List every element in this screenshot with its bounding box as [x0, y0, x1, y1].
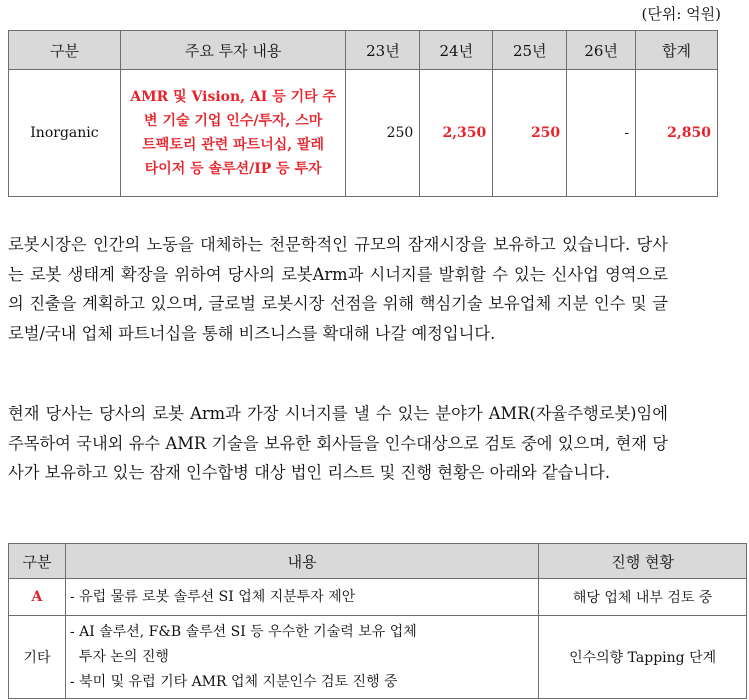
content-line: - AI 솔루션, F&B 솔루션 SI 등 우수한 기술력 보유 업체	[69, 623, 417, 640]
header-y23: 23년	[346, 31, 420, 70]
row-y24: 2,350	[420, 70, 493, 197]
description-line: 타이저 등 솔루션/IP 등 투자	[144, 161, 322, 177]
header-category: 구분	[9, 31, 121, 70]
table-row	[9, 579, 747, 616]
header-y26: 26년	[567, 31, 636, 70]
row-y25: 250	[493, 70, 567, 197]
header-code: 구분	[9, 544, 66, 579]
row-code: 기타	[9, 616, 66, 699]
row-status: 인수의향 Tapping 단계	[539, 616, 747, 699]
header-total: 합계	[636, 31, 718, 70]
content-line: - 북미 및 유럽 기타 AMR 업체 지분인수 검토 진행 중	[69, 673, 398, 690]
row-status: 해당 업체 내부 검토 중	[539, 579, 747, 616]
row-total: 2,850	[636, 70, 718, 197]
unit-label: (단위: 억원)	[641, 5, 721, 23]
row-description	[120, 70, 346, 197]
header-y25: 25년	[493, 31, 567, 70]
investment-table	[8, 30, 718, 197]
row-content	[65, 579, 538, 616]
ma-table-header	[9, 544, 747, 579]
investment-table-header	[9, 31, 718, 70]
row-content	[65, 616, 538, 699]
header-status: 진행 현황	[539, 544, 747, 579]
row-code: A	[9, 579, 66, 616]
description-line: 트팩토리 관련 파트너십, 팔레	[142, 137, 325, 153]
row-y26: -	[567, 70, 636, 197]
description-line: AMR 및 Vision, AI 등 기타 주	[130, 89, 337, 105]
table-row	[9, 70, 718, 197]
header-y24: 24년	[420, 31, 493, 70]
row-category: Inorganic	[9, 70, 121, 197]
row-y23: 250	[346, 70, 420, 197]
ma-target-table	[8, 543, 747, 699]
header-description: 주요 투자 내용	[120, 31, 346, 70]
content-line: - 유럽 물류 로봇 솔루션 SI 업체 지분투자 제안	[69, 588, 356, 605]
content-line: 투자 논의 진행	[69, 648, 169, 665]
description-line: 변 기술 기업 인수/투자, 스마	[144, 113, 323, 129]
header-content: 내용	[65, 544, 538, 579]
paragraph-current-status: 현재 당사는 당사의 로봇 Arm과 가장 시너지를 낼 수 있는 분야가 AMR(자율주행로봇)임에 주목하여 국내외 유수 AMR 기술을 보유한 회사들을 인수대상으로 검토 중에 있으며, 현재 당사가 보유하고 있는 잠재 인수합병 대상 법인 리스트 및 진행 현황은 아래와 같습니다.	[8, 404, 668, 482]
paragraph-robot-market: 로봇시장은 인간의 노동을 대체하는 천문학적인 규모의 잠재시장을 보유하고 있습니다. 당사는 로봇 생태계 확장을 위하여 당사의 로봇Arm과 시너지를 발휘할 수 있는 신사업 영역으로의 진출을 계획하고 있으며, 글로벌 로봇시장 선점을 위해 핵심기술 보유업체 지분 인수 및 글로벌/국내 업체 파트너십을 통해 비즈니스를 확대해 나갈 예정입니다.	[8, 235, 668, 343]
table-row	[9, 616, 747, 699]
